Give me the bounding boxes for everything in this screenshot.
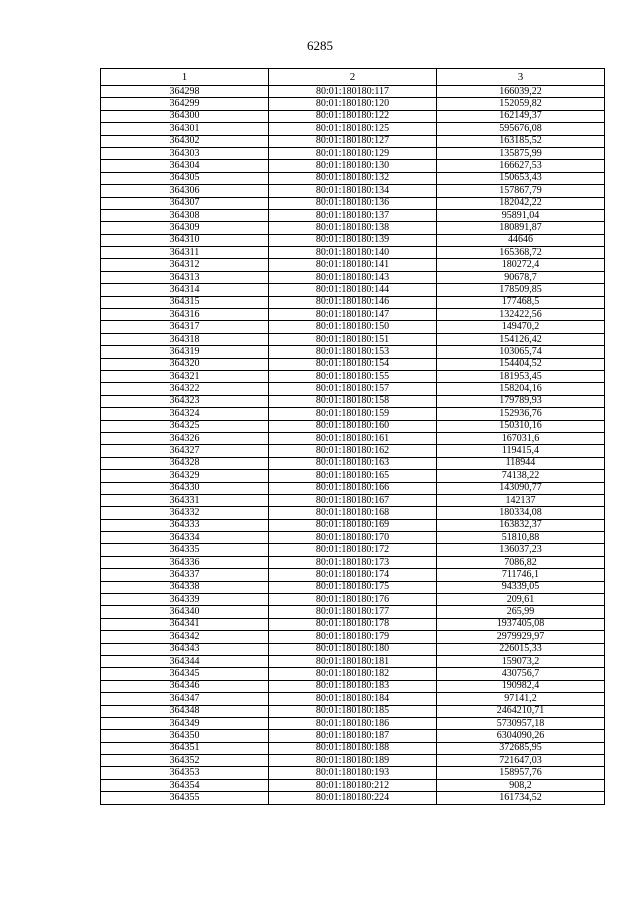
table-row <box>101 779 605 791</box>
value-cell: 180334,08 <box>437 507 605 519</box>
column-header-3: 3 <box>437 69 605 86</box>
row-number-cell: 364328 <box>101 457 269 469</box>
cadastral-number-cell: 80:01:180180:180 <box>269 643 437 655</box>
cadastral-number-cell: 80:01:180180:120 <box>269 98 437 110</box>
table-row <box>101 110 605 122</box>
cadastral-number-cell: 80:01:180180:155 <box>269 370 437 382</box>
row-number-cell: 364335 <box>101 544 269 556</box>
cadastral-number-cell: 80:01:180180:134 <box>269 185 437 197</box>
table-row <box>101 470 605 482</box>
cadastral-number-cell: 80:01:180180:136 <box>269 197 437 209</box>
value-cell: 135875,99 <box>437 147 605 159</box>
row-number-cell: 364324 <box>101 408 269 420</box>
value-cell: 154126,42 <box>437 333 605 345</box>
table-row <box>101 346 605 358</box>
row-number-cell: 364351 <box>101 742 269 754</box>
value-cell: 372685,95 <box>437 742 605 754</box>
table-row <box>101 209 605 221</box>
row-number-cell: 364318 <box>101 333 269 345</box>
table-row <box>101 457 605 469</box>
cadastral-number-cell: 80:01:180180:132 <box>269 172 437 184</box>
row-number-cell: 364303 <box>101 147 269 159</box>
row-number-cell: 364320 <box>101 358 269 370</box>
cadastral-number-cell: 80:01:180180:139 <box>269 234 437 246</box>
row-number-cell: 364334 <box>101 532 269 544</box>
cadastral-number-cell: 80:01:180180:160 <box>269 420 437 432</box>
row-number-cell: 364315 <box>101 296 269 308</box>
value-cell: 132422,56 <box>437 309 605 321</box>
row-number-cell: 364331 <box>101 494 269 506</box>
value-cell: 430756,7 <box>437 668 605 680</box>
table-row <box>101 680 605 692</box>
value-cell: 595676,08 <box>437 123 605 135</box>
cadastral-number-cell: 80:01:180180:153 <box>269 346 437 358</box>
table-row <box>101 643 605 655</box>
row-number-cell: 364299 <box>101 98 269 110</box>
cadastral-number-cell: 80:01:180180:151 <box>269 333 437 345</box>
row-number-cell: 364350 <box>101 730 269 742</box>
table-body <box>101 86 605 805</box>
cadastral-number-cell: 80:01:180180:212 <box>269 779 437 791</box>
table-row <box>101 631 605 643</box>
value-cell: 163832,37 <box>437 519 605 531</box>
cadastral-number-cell: 80:01:180180:184 <box>269 693 437 705</box>
table-row <box>101 594 605 606</box>
table-row <box>101 755 605 767</box>
value-cell: 159073,2 <box>437 655 605 667</box>
row-number-cell: 364352 <box>101 755 269 767</box>
value-cell: 182042,22 <box>437 197 605 209</box>
value-cell: 97141,2 <box>437 693 605 705</box>
value-cell: 44646 <box>437 234 605 246</box>
cadastral-number-cell: 80:01:180180:178 <box>269 618 437 630</box>
value-cell: 6304090,26 <box>437 730 605 742</box>
cadastral-number-cell: 80:01:180180:143 <box>269 271 437 283</box>
row-number-cell: 364298 <box>101 86 269 98</box>
cadastral-number-cell: 80:01:180180:138 <box>269 222 437 234</box>
cadastral-number-cell: 80:01:180180:188 <box>269 742 437 754</box>
table-row <box>101 185 605 197</box>
table-row <box>101 507 605 519</box>
table-row <box>101 222 605 234</box>
row-number-cell: 364316 <box>101 309 269 321</box>
cadastral-number-cell: 80:01:180180:127 <box>269 135 437 147</box>
value-cell: 152059,82 <box>437 98 605 110</box>
table-row <box>101 668 605 680</box>
row-number-cell: 364340 <box>101 606 269 618</box>
cadastral-number-cell: 80:01:180180:162 <box>269 445 437 457</box>
table-row <box>101 321 605 333</box>
row-number-cell: 364339 <box>101 594 269 606</box>
table-row <box>101 234 605 246</box>
cadastral-number-cell: 80:01:180180:163 <box>269 457 437 469</box>
value-cell: 177468,5 <box>437 296 605 308</box>
row-number-cell: 364338 <box>101 581 269 593</box>
cadastral-number-cell: 80:01:180180:183 <box>269 680 437 692</box>
value-cell: 136037,23 <box>437 544 605 556</box>
cadastral-number-cell: 80:01:180180:189 <box>269 755 437 767</box>
table-row <box>101 705 605 717</box>
cadastral-number-cell: 80:01:180180:174 <box>269 569 437 581</box>
cadastral-number-cell: 80:01:180180:125 <box>269 123 437 135</box>
table-row <box>101 581 605 593</box>
value-cell: 7086,82 <box>437 556 605 568</box>
table-row <box>101 271 605 283</box>
table-row <box>101 618 605 630</box>
table-row <box>101 730 605 742</box>
cadastral-number-cell: 80:01:180180:161 <box>269 432 437 444</box>
row-number-cell: 364312 <box>101 259 269 271</box>
cadastral-number-cell: 80:01:180180:150 <box>269 321 437 333</box>
value-cell: 721647,03 <box>437 755 605 767</box>
row-number-cell: 364307 <box>101 197 269 209</box>
row-number-cell: 364308 <box>101 209 269 221</box>
cadastral-number-cell: 80:01:180180:129 <box>269 147 437 159</box>
row-number-cell: 364343 <box>101 643 269 655</box>
value-cell: 265,99 <box>437 606 605 618</box>
value-cell: 2979929,97 <box>437 631 605 643</box>
table-row <box>101 296 605 308</box>
table-row <box>101 556 605 568</box>
cadastral-number-cell: 80:01:180180:141 <box>269 259 437 271</box>
row-number-cell: 364301 <box>101 123 269 135</box>
value-cell: 166039,22 <box>437 86 605 98</box>
table-row <box>101 655 605 667</box>
value-cell: 90678,7 <box>437 271 605 283</box>
row-number-cell: 364317 <box>101 321 269 333</box>
page-number: 6285 <box>307 38 333 53</box>
value-cell: 152936,76 <box>437 408 605 420</box>
value-cell: 154404,52 <box>437 358 605 370</box>
value-cell: 180272,4 <box>437 259 605 271</box>
row-number-cell: 364325 <box>101 420 269 432</box>
row-number-cell: 364353 <box>101 767 269 779</box>
table-row <box>101 445 605 457</box>
value-cell: 711746,1 <box>437 569 605 581</box>
data-table <box>100 68 605 805</box>
row-number-cell: 364332 <box>101 507 269 519</box>
row-number-cell: 364327 <box>101 445 269 457</box>
row-number-cell: 364333 <box>101 519 269 531</box>
row-number-cell: 364336 <box>101 556 269 568</box>
cadastral-number-cell: 80:01:180180:122 <box>269 110 437 122</box>
table-row <box>101 606 605 618</box>
row-number-cell: 364305 <box>101 172 269 184</box>
row-number-cell: 364329 <box>101 470 269 482</box>
value-cell: 162149,37 <box>437 110 605 122</box>
table-row <box>101 160 605 172</box>
row-number-cell: 364326 <box>101 432 269 444</box>
row-number-cell: 364306 <box>101 185 269 197</box>
value-cell: 51810,88 <box>437 532 605 544</box>
table-row <box>101 544 605 556</box>
table-row <box>101 333 605 345</box>
row-number-cell: 364319 <box>101 346 269 358</box>
table-row <box>101 247 605 259</box>
cadastral-number-cell: 80:01:180180:187 <box>269 730 437 742</box>
table-row <box>101 147 605 159</box>
row-number-cell: 364309 <box>101 222 269 234</box>
table-row <box>101 408 605 420</box>
table-row <box>101 383 605 395</box>
row-number-cell: 364330 <box>101 482 269 494</box>
cadastral-number-cell: 80:01:180180:173 <box>269 556 437 568</box>
value-cell: 165368,72 <box>437 247 605 259</box>
cadastral-number-cell: 80:01:180180:130 <box>269 160 437 172</box>
value-cell: 166627,53 <box>437 160 605 172</box>
row-number-cell: 364321 <box>101 370 269 382</box>
cadastral-number-cell: 80:01:180180:179 <box>269 631 437 643</box>
row-number-cell: 364347 <box>101 693 269 705</box>
table-row <box>101 792 605 804</box>
value-cell: 180891,87 <box>437 222 605 234</box>
cadastral-number-cell: 80:01:180180:176 <box>269 594 437 606</box>
table-row <box>101 309 605 321</box>
value-cell: 118944 <box>437 457 605 469</box>
value-cell: 94339,05 <box>437 581 605 593</box>
row-number-cell: 364349 <box>101 717 269 729</box>
table-row <box>101 370 605 382</box>
table-row <box>101 742 605 754</box>
cadastral-number-cell: 80:01:180180:158 <box>269 395 437 407</box>
cadastral-number-cell: 80:01:180180:147 <box>269 309 437 321</box>
cadastral-number-cell: 80:01:180180:166 <box>269 482 437 494</box>
cadastral-number-cell: 80:01:180180:137 <box>269 209 437 221</box>
row-number-cell: 364341 <box>101 618 269 630</box>
value-cell: 149470,2 <box>437 321 605 333</box>
row-number-cell: 364354 <box>101 779 269 791</box>
cadastral-number-cell: 80:01:180180:182 <box>269 668 437 680</box>
table-row <box>101 358 605 370</box>
row-number-cell: 364322 <box>101 383 269 395</box>
value-cell: 103065,74 <box>437 346 605 358</box>
column-header-2: 2 <box>269 69 437 86</box>
value-cell: 158204,16 <box>437 383 605 395</box>
cadastral-number-cell: 80:01:180180:144 <box>269 284 437 296</box>
table-row <box>101 259 605 271</box>
row-number-cell: 364302 <box>101 135 269 147</box>
table-row <box>101 135 605 147</box>
column-header-1: 1 <box>101 69 269 86</box>
table-row <box>101 284 605 296</box>
cadastral-number-cell: 80:01:180180:140 <box>269 247 437 259</box>
row-number-cell: 364311 <box>101 247 269 259</box>
row-number-cell: 364344 <box>101 655 269 667</box>
row-number-cell: 364345 <box>101 668 269 680</box>
table-row <box>101 532 605 544</box>
table-row <box>101 123 605 135</box>
cadastral-number-cell: 80:01:180180:175 <box>269 581 437 593</box>
cadastral-number-cell: 80:01:180180:185 <box>269 705 437 717</box>
value-cell: 150653,43 <box>437 172 605 184</box>
value-cell: 209,61 <box>437 594 605 606</box>
value-cell: 2464210,71 <box>437 705 605 717</box>
value-cell: 1937405,08 <box>437 618 605 630</box>
value-cell: 150310,16 <box>437 420 605 432</box>
row-number-cell: 364346 <box>101 680 269 692</box>
row-number-cell: 364313 <box>101 271 269 283</box>
table-row <box>101 395 605 407</box>
value-cell: 95891,04 <box>437 209 605 221</box>
value-cell: 167031,6 <box>437 432 605 444</box>
table-row <box>101 717 605 729</box>
cadastral-number-cell: 80:01:180180:170 <box>269 532 437 544</box>
cadastral-number-cell: 80:01:180180:177 <box>269 606 437 618</box>
value-cell: 161734,52 <box>437 792 605 804</box>
value-cell: 163185,52 <box>437 135 605 147</box>
table-row <box>101 86 605 98</box>
value-cell: 190982,4 <box>437 680 605 692</box>
table-row <box>101 197 605 209</box>
cadastral-number-cell: 80:01:180180:168 <box>269 507 437 519</box>
cadastral-number-cell: 80:01:180180:154 <box>269 358 437 370</box>
row-number-cell: 364337 <box>101 569 269 581</box>
table-row <box>101 569 605 581</box>
cadastral-number-cell: 80:01:180180:167 <box>269 494 437 506</box>
table-row <box>101 172 605 184</box>
cadastral-number-cell: 80:01:180180:172 <box>269 544 437 556</box>
value-cell: 74138,22 <box>437 470 605 482</box>
row-number-cell: 364323 <box>101 395 269 407</box>
cadastral-number-cell: 80:01:180180:181 <box>269 655 437 667</box>
row-number-cell: 364310 <box>101 234 269 246</box>
value-cell: 157867,79 <box>437 185 605 197</box>
value-cell: 158957,76 <box>437 767 605 779</box>
row-number-cell: 364304 <box>101 160 269 172</box>
row-number-cell: 364355 <box>101 792 269 804</box>
cadastral-number-cell: 80:01:180180:169 <box>269 519 437 531</box>
value-cell: 908,2 <box>437 779 605 791</box>
row-number-cell: 364342 <box>101 631 269 643</box>
value-cell: 178509,85 <box>437 284 605 296</box>
value-cell: 143090,77 <box>437 482 605 494</box>
table-row <box>101 693 605 705</box>
row-number-cell: 364314 <box>101 284 269 296</box>
cadastral-number-cell: 80:01:180180:157 <box>269 383 437 395</box>
table-header-row <box>101 69 605 86</box>
table-row <box>101 98 605 110</box>
cadastral-number-cell: 80:01:180180:117 <box>269 86 437 98</box>
cadastral-number-cell: 80:01:180180:165 <box>269 470 437 482</box>
value-cell: 226015,33 <box>437 643 605 655</box>
cadastral-number-cell: 80:01:180180:224 <box>269 792 437 804</box>
value-cell: 119415,4 <box>437 445 605 457</box>
table-row <box>101 519 605 531</box>
table-row <box>101 482 605 494</box>
cadastral-number-cell: 80:01:180180:159 <box>269 408 437 420</box>
cadastral-number-cell: 80:01:180180:146 <box>269 296 437 308</box>
cadastral-number-cell: 80:01:180180:186 <box>269 717 437 729</box>
table-row <box>101 420 605 432</box>
table-row <box>101 432 605 444</box>
value-cell: 179789,93 <box>437 395 605 407</box>
row-number-cell: 364348 <box>101 705 269 717</box>
value-cell: 5730957,18 <box>437 717 605 729</box>
row-number-cell: 364300 <box>101 110 269 122</box>
value-cell: 142137 <box>437 494 605 506</box>
value-cell: 181953,45 <box>437 370 605 382</box>
table-row <box>101 767 605 779</box>
cadastral-number-cell: 80:01:180180:193 <box>269 767 437 779</box>
table-row <box>101 494 605 506</box>
